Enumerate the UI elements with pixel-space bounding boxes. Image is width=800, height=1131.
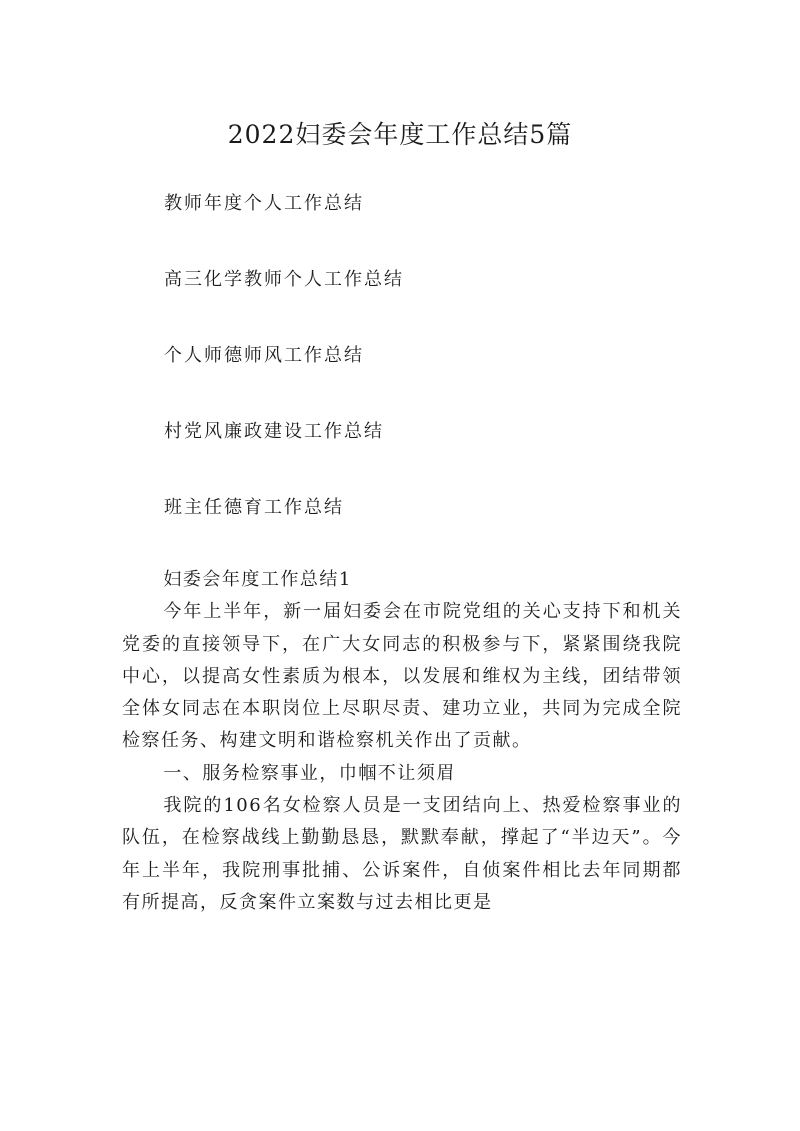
toc-item: 班主任德育工作总结 xyxy=(164,497,344,518)
body-heading: 一、服务检察事业，巾帼不让须眉 xyxy=(163,762,456,784)
toc-item: 高三化学教师个人工作总结 xyxy=(164,269,404,290)
toc-item: 个人师德师风工作总结 xyxy=(164,345,364,366)
toc-item: 教师年度个人工作总结 xyxy=(164,193,364,214)
section-title: 妇委会年度工作总结1 xyxy=(163,569,352,590)
toc-item: 村党风廉政建设工作总结 xyxy=(164,421,384,442)
body-paragraph: 今年上半年，新一届妇委会在市院党组的关心支持下和机关党委的直接领导下，在广大女同志的积极参与下，紧紧围绕我院中心，以提高女性素质为根本，以发展和维权为主线，团结带领全体女同志在本职岗位上尽职尽责、建功立业，共同为完成全院检察任务、构建文明和谐检察机关作出了贡献。 xyxy=(122,601,682,752)
body-paragraph: 我院的106名女检察人员是一支团结向上、热爱检察事业的队伍，在检察战线上勤勤恳恳，默默奉献，撑起了“半边天”。今年上半年，我院刑事批捕、公诉案件，自侦案件相比去年同期都有所提高，反贪案件立案数与过去相比更是 xyxy=(122,795,682,913)
toc-list xyxy=(164,191,404,571)
article-body xyxy=(122,564,682,919)
page-title: 2022妇委会年度工作总结5篇 xyxy=(227,119,573,149)
